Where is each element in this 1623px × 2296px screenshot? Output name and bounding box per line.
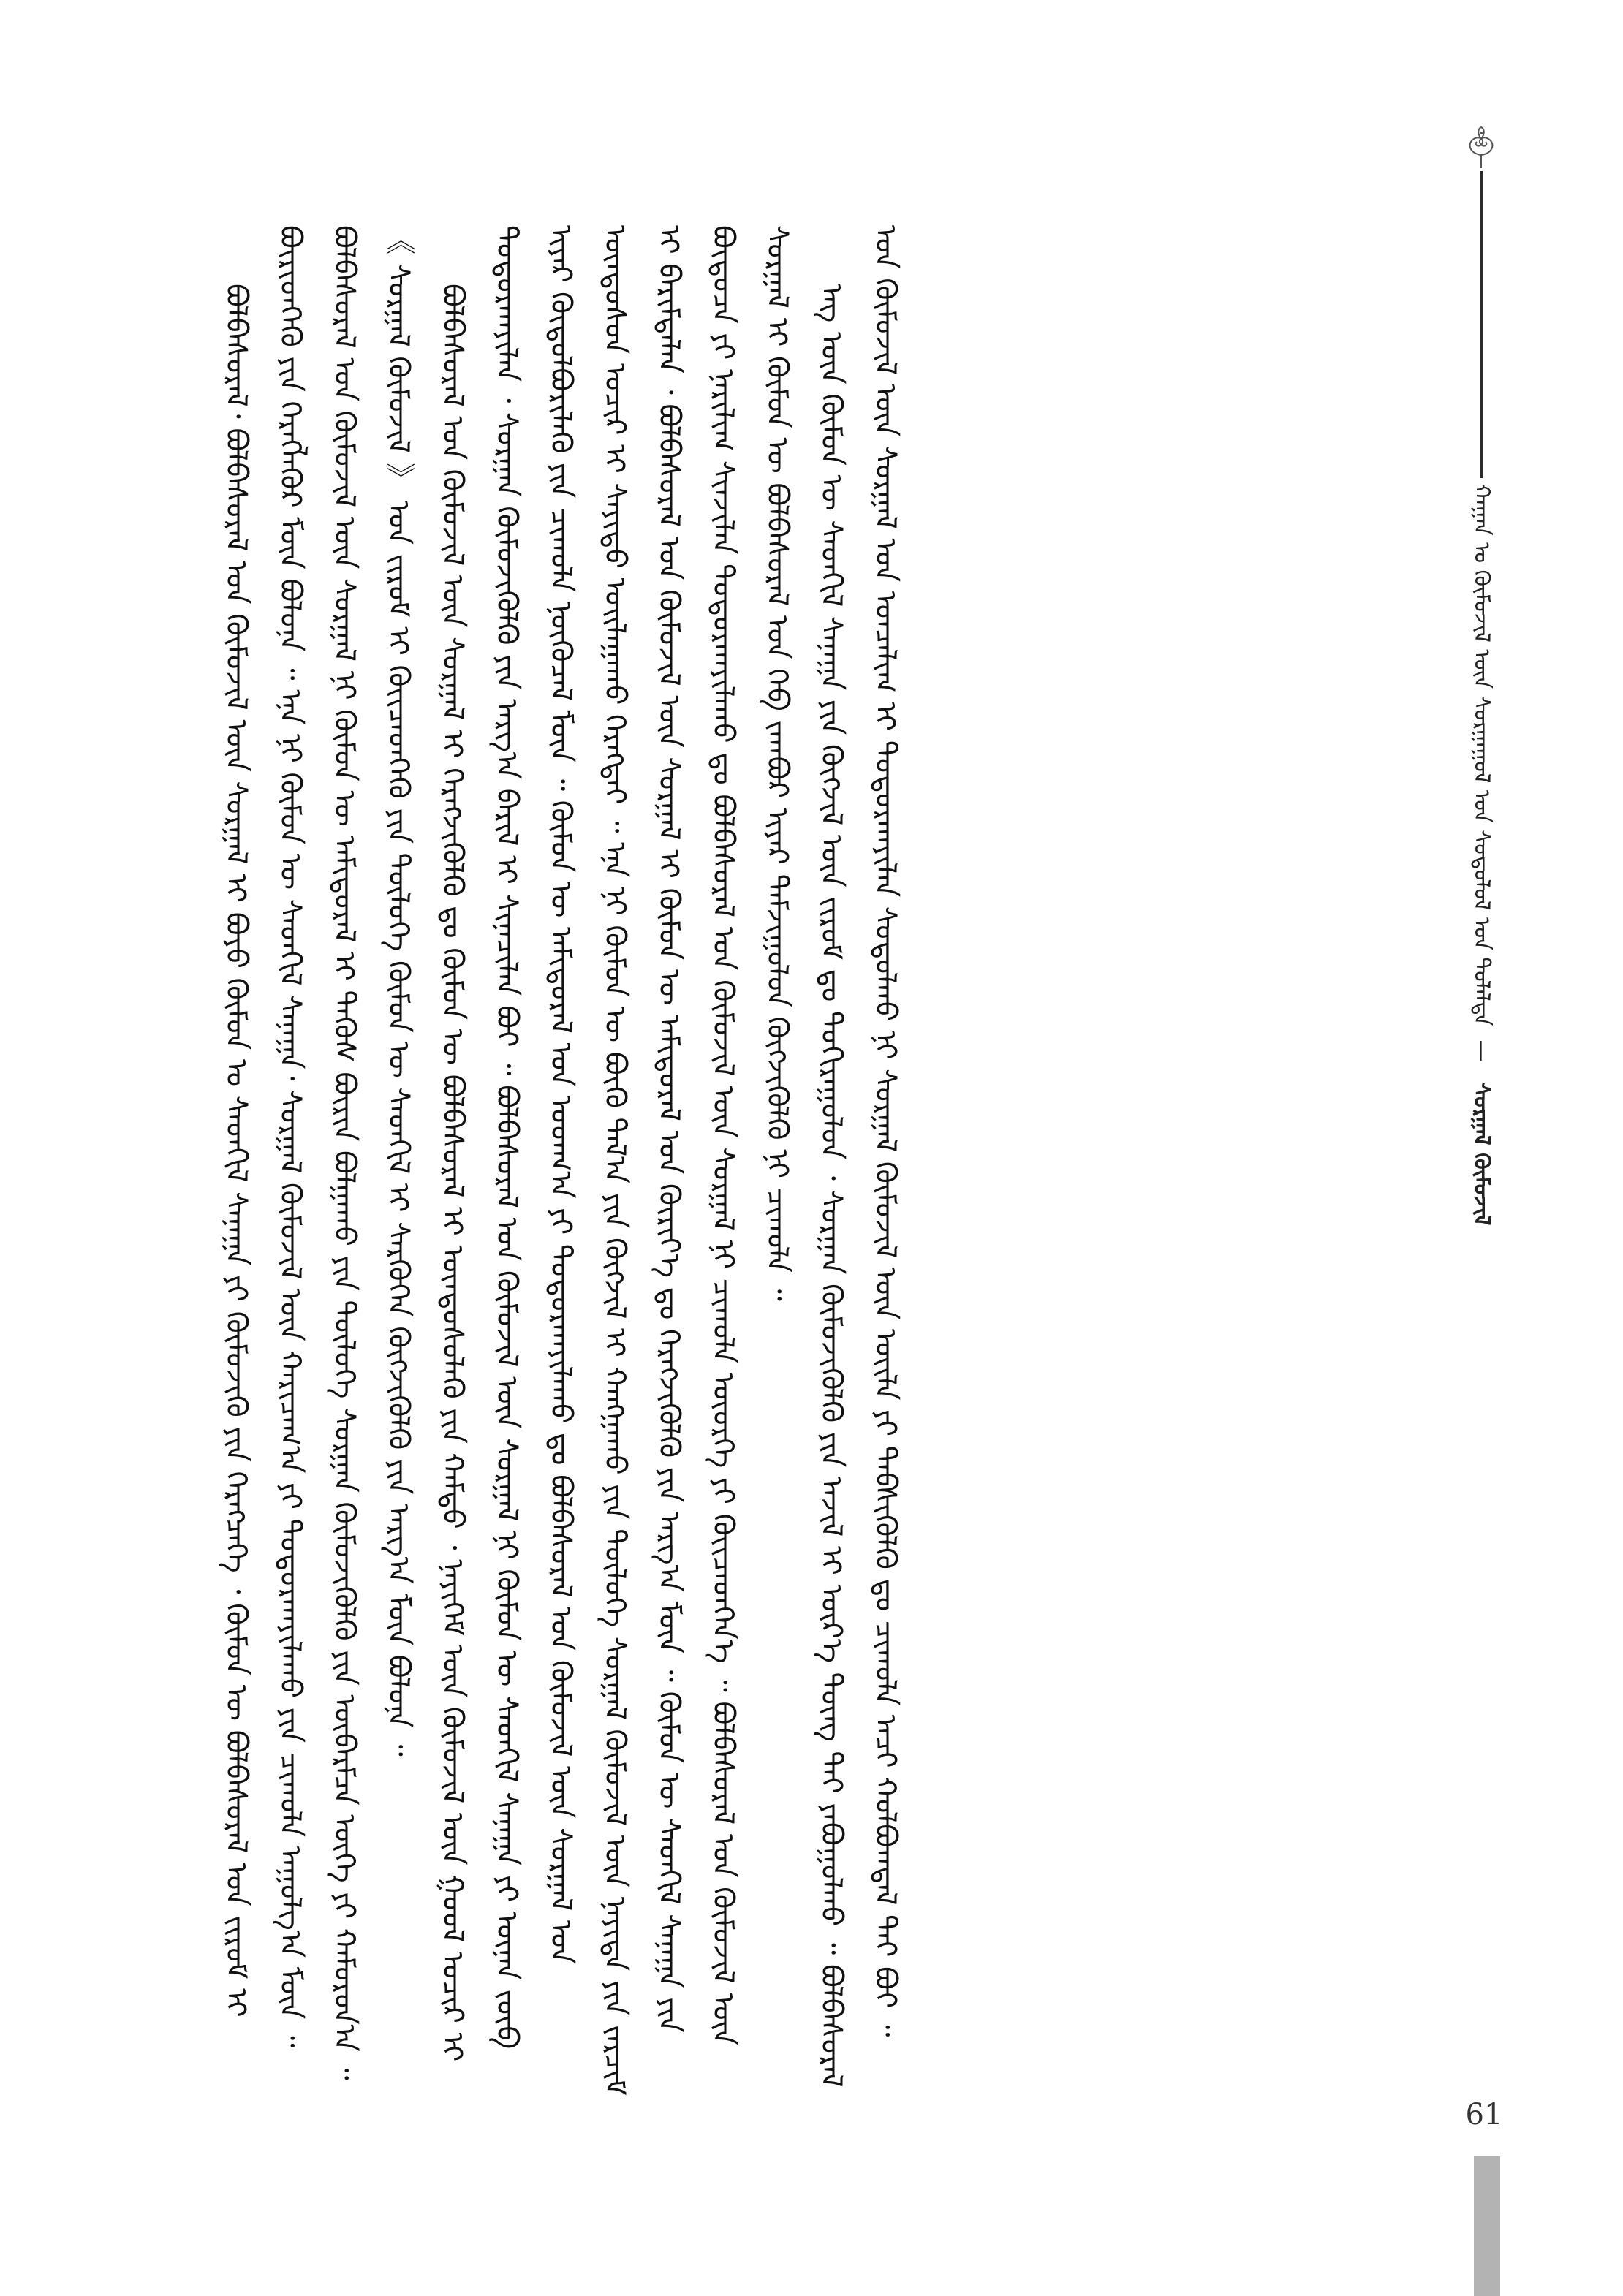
- header-rule: [1480, 171, 1483, 478]
- scroll-ornament-icon: [1462, 126, 1500, 170]
- header-title-bold: ᠰᠤᠷᠭᠠᠯ ᠬᠦᠮᠦᠵᠢᠯ: [1469, 1083, 1494, 1226]
- page-number: 61: [1465, 2098, 1503, 2132]
- running-header: [1459, 126, 1503, 1354]
- side-thumb-tab: [1474, 2156, 1500, 2296]
- header-title-plain: ᠬᠠᠭᠠᠨ ᠤ ᠬᠦᠮᠦᠵᠢᠯ ᠦᠨ ᠰᠤᠷᠭᠠᠭᠤᠯ ᠤᠨ ᠰᠤᠳᠤᠯᠤᠯ ᠤᠨ ᠲᠤᠯᠠᠯᠲᠠ: [1469, 484, 1494, 1026]
- paragraph-1: ᠪᠣᠯᠪᠠᠰᠤᠷᠠᠯ᠂ ᠪᠣᠯᠪᠠᠰᠤᠷᠠᠯ ᠤᠨ ᠬᠦᠮᠦᠵᠢᠯ ᠦᠨ ᠰᠤᠷᠭᠠᠯ ᠢ ᠪᠤᠶᠤ ᠬᠦᠮᠦᠨ ᠤ ᠰᠡᠳᠬᠢᠯ ᠰᠠᠨᠠᠭᠠ ᠶᠢ ᠬᠦᠮᠦᠵᠢᠬᠦ ᠶᠢᠨ ᠬᠡᠷᠡᠭᠴᠡᠭᠡ ᠂ ᠬᠦᠮᠦᠨ ᠦ ᠪᠣᠯᠪᠠᠰᠤᠷᠠᠯ ᠤᠨ ᠵᠢᠷᠤᠮ ᠢ ᠪᠦᠷᠢᠳᠬᠡᠬᠦ ᠶᠢᠨ ᠬᠡᠷᠡᠭᠯᠡᠭᠦᠷ ᠮᠥᠨ ᠪᠣᠯᠤᠨᠠ ᠃ ᠡᠨᠡ ᠨᠢ ᠬᠦᠮᠦᠨ ᠦ ᠰᠡᠳᠬᠢᠯ ᠰᠠᠨᠠᠭᠠ᠂ ᠰᠤᠷᠭᠠᠯ ᠬᠦᠮᠦᠵᠢᠯ ᠦᠨ ᠬᠠᠷᠢᠴᠠᠭ᠎ᠠ ᠶᠢ ᠲᠣᠳᠣᠷᠬᠠᠶᠢᠯᠠᠬᠤ ᠶᠢᠨ ᠴᠢᠬᠤᠯᠠ ᠠᠭᠤᠯᠭ᠎ᠠ ᠮᠥᠨ ᠃ ᠪᠣᠯᠪᠠᠰᠤᠷᠠᠯ ᠤᠨ ᠬᠦᠮᠦᠵᠢᠯ ᠦᠨ ᠰᠤᠷᠭᠠᠯ ᠨᠢ ᠬᠦᠮᠦᠨ ᠦ ᠠᠮᠢᠳᠤᠷᠠᠯ ᠢ ᠲᠡᠭᠦᠰ ᠪᠦᠷᠢᠨ ᠪᠣᠯᠭᠠᠬᠤ ᠶᠢᠨ ᠲᠥᠯᠦᠭᠡ ᠰᠤᠷᠭᠠᠨ ᠬᠦᠮᠦᠵᠢᠭᠦᠯᠬᠦ ᠶᠢᠨ ᠥᠪᠡᠷᠮᠴᠡ ᠦᠭᠡ ᠶᠢ ᠬᠠᠮᠤᠷᠤᠨ᠎ᠠ ᠃ 《 ᠰᠤᠷᠭᠠᠯ ᠬᠦᠮᠦᠵᠢᠯ 》 ᠤᠨ ᠵᠢᠷᠤᠮ ᠢ ᠭᠦᠢᠴᠡᠳᠬᠡᠬᠦ ᠶᠢᠨ ᠲᠥᠯᠦᠭᠡ ᠬᠦᠮᠦᠨ ᠦ ᠰᠡᠳᠬᠢᠯ ᠢ ᠰᠡᠷᠭᠦᠭᠡᠨ ᠬᠥᠭᠵᠢᠭᠦᠯᠬᠦ ᠶᠢᠨ ᠠᠷᠭ᠎ᠠ ᠮᠥᠨ ᠪᠣᠯᠤᠨᠠ ᠃: [219, 225, 415, 2080]
- paragraph-2: ᠪᠣᠯᠪᠠᠰᠤᠷᠠᠯ ᠤᠨ ᠬᠦᠮᠦᠵᠢᠯ ᠦᠨ ᠰᠤᠷᠭᠠᠯ ᠢ ᠬᠡᠷᠡᠭᠵᠢᠭᠦᠯᠬᠦ ᠳᠤ ᠬᠦᠮᠦᠨ ᠦ ᠪᠣᠯᠪᠠᠰᠤᠷᠠᠯ ᠢ ᠦᠨᠳᠦᠰᠦᠯᠡᠬᠦ ᠶᠢᠨ ᠬᠠᠮᠲᠤ ᠂ ᠨᠡᠶᠢᠭᠡᠮ ᠦᠨ ᠬᠦᠮᠦᠵᠢᠯ ᠦᠨ ᠭᠣᠤᠯ ᠤᠴᠢᠷ ᠢ ᠲᠣᠳᠣᠷᠬᠠᠶᠢᠯᠠᠨ ᠂ ᠰᠤᠷᠭᠠᠨ ᠬᠦᠮᠦᠵᠢᠭᠦᠯᠬᠦ ᠶᠢᠨ ᠠᠷᠭ᠎ᠠ ᠪᠠᠷᠢᠯ ᠢ ᠰᠢᠨᠡᠴᠢᠯᠡᠨ ᠪᠤᠢ ᠃ ᠪᠣᠯᠪᠠᠰᠤᠷᠠᠯ ᠤᠨ ᠬᠦᠮᠦᠵᠢᠯ ᠦᠨ ᠰᠤᠷᠭᠠᠯ ᠨᠢ ᠬᠦᠮᠦᠨ ᠦ ᠰᠡᠳᠬᠢᠯ ᠰᠠᠨᠠᠭᠠ ᠶᠢ ᠦᠨᠡᠨ ᠵᠥᠪ ᠢᠶᠡᠷ ᠬᠥᠲᠦᠯᠪᠦᠷᠢᠯᠡᠬᠦ ᠶᠢᠨ ᠴᠢᠬᠤᠯᠠ ᠨᠥᠬᠦᠴᠡᠯ ᠮᠥᠨ ᠃ ᠬᠦᠮᠦᠨ ᠦ ᠠᠮᠢᠳᠤᠷᠠᠯ ᠤᠨ ᠤᠳᠬ᠎ᠠ ᠶᠢ ᠲᠣᠳᠣᠷᠬᠠᠶᠢᠯᠠᠬᠤ ᠳᠤ ᠪᠣᠯᠪᠠᠰᠤᠷᠠᠯ ᠤᠨ ᠬᠦᠮᠦᠵᠢᠯ ᠦᠨ ᠰᠤᠷᠭᠠᠯ ᠤᠨ ᠦᠨᠳᠦᠰᠦᠨ ᠤᠴᠢᠷ ᠢ ᠰᠠᠶᠢᠲᠤ ᠣᠢᠯᠠᠭᠠᠬᠤ ᠬᠡᠷᠡᠭᠲᠡᠢ ᠃ ᠡᠨᠡ ᠨᠢ ᠬᠦᠮᠦᠨ ᠦ ᠪᠦᠬᠦ ᠲᠠᠯ᠎ᠠ ᠶᠢᠨ ᠬᠥᠭᠵᠢᠯ ᠢ ᠬᠠᠩᠭᠠᠬᠤ ᠶᠢᠨ ᠲᠥᠯᠦᠭᠡ ᠰᠤᠷᠭᠠᠯ ᠬᠦᠮᠦᠵᠢᠯ ᠦᠨ ᠨᠡᠶᠢᠲᠡ ᠶᠢᠨ ᠵᠠᠷᠴᠢᠮ ᠢ ᠪᠠᠷᠢᠮᠲᠠᠯᠠᠨ ᠂ ᠪᠣᠯᠪᠠᠰᠤᠷᠠᠯ ᠤᠨ ᠬᠦᠮᠦᠵᠢᠯ ᠦᠨ ᠰᠤᠷᠭᠠᠯ ᠢ ᠬᠦᠮᠦᠨ ᠦ ᠠᠮᠢᠳᠤᠷᠠᠯ ᠤᠨ ᠬᠦᠷᠢᠶ᠎ᠡ ᠳᠤ ᠬᠡᠷᠡᠭᠵᠢᠭᠦᠯᠬᠦ ᠶᠢᠨ ᠠᠷᠭ᠎ᠠ ᠮᠥᠨ ᠃ ᠬᠦᠮᠦᠨ ᠦ ᠰᠡᠳᠬᠢᠯ ᠰᠠᠨᠠᠭᠠ ᠶᠢᠨ ᠪᠦᠲᠦᠴᠡ ᠶᠢ ᠨᠠᠷᠢᠯᠢᠭ ᠰᠢᠨᠵᠢᠯᠡᠨ ᠲᠣᠳᠣᠷᠬᠠᠶᠢᠯᠠᠬᠤ ᠳᠤ ᠪᠣᠯᠪᠠᠰᠤᠷᠠᠯ ᠤᠨ ᠬᠦᠮᠦᠵᠢᠯ ᠦᠨ ᠰᠤᠷᠭᠠᠯ ᠨᠢ ᠴᠢᠬᠤᠯᠠ ᠦᠦᠷᠭᠡ ᠶᠢ ᠭᠦᠢᠴᠡᠳᠭᠡᠨ᠎ᠡ ᠃ ᠪᠣᠯᠪᠠᠰᠤᠷᠠᠯ ᠤᠨ ᠬᠦᠮᠦᠵᠢᠯ ᠦᠨ ᠰᠤᠷᠭᠠᠯ ᠢ ᠬᠦᠮᠦᠨ ᠦ ᠪᠣᠯᠪᠠᠰᠤᠷᠠᠯ ᠤᠨ ᠬᠡᠪ ᠵᠠᠭᠪᠤᠷ ᠢᠶᠠᠷ ᠳᠠᠮᠵᠢᠭᠤᠯᠤᠨ ᠬᠥᠭᠵᠢᠭᠦᠯᠬᠦ ᠨᠢ ᠴᠢᠬᠤᠯᠠ ᠃: [436, 225, 794, 2096]
- body-text: [209, 225, 1423, 2096]
- paragraph-3: ᠡᠩ ᠦᠨ ᠬᠦᠮᠦᠨ ᠦ ᠰᠡᠳᠬᠢᠯ ᠰᠠᠨᠠᠭᠠ ᠶᠢᠨ ᠬᠥᠭᠵᠢᠯ ᠦᠨ ᠵᠢᠷᠤᠮ ᠳᠤ ᠲᠣᠬᠢᠷᠠᠭᠤᠯᠤᠨ ᠂ ᠰᠤᠷᠭᠠᠨ ᠬᠦᠮᠦᠵᠢᠭᠦᠯᠬᠦ ᠶᠢᠨ ᠠᠵᠢᠯ ᠢ ᠦᠷ᠎ᠡ ᠳᠦᠩ ᠲᠡᠢ ᠶᠠᠪᠤᠭᠤᠯᠬᠤ ᠃ ᠪᠣᠯᠪᠠᠰᠤᠷᠠᠯ ᠤᠨ ᠬᠦᠮᠦᠵᠢᠯ ᠦᠨ ᠰᠤᠷᠭᠠᠯ ᠤᠨ ᠣᠨᠴᠠᠯᠢᠭ ᠢ ᠲᠣᠳᠣᠷᠬᠠᠶᠢᠯᠠᠨ ᠰᠤᠳᠤᠯᠬᠤ ᠨᠢ ᠰᠤᠷᠭᠠᠯ ᠬᠦᠮᠦᠵᠢᠯ ᠦᠨ ᠦᠢᠯᠡ ᠶᠢ ᠳᠡᠪᠰᠢᠭᠦᠯᠬᠦ ᠳᠤ ᠴᠢᠬᠤᠯᠠ ᠠᠴᠢ ᠬᠣᠯᠪᠣᠭᠳᠠᠯ ᠲᠠᠢ ᠪᠤᠢ ᠃: [814, 225, 902, 2088]
- running-header-title: ᠬᠠᠭᠠᠨ ᠤ ᠬᠦᠮᠦᠵᠢᠯ ᠦᠨ ᠰᠤᠷᠭᠠᠭᠤᠯ ᠤᠨ ᠰᠤᠳᠤᠯᠤᠯ ᠤᠨ ᠲᠤᠯᠠᠯᠲᠠ — ᠰᠤᠷᠭᠠᠯ ᠬᠦᠮᠦᠵᠢᠯ: [1469, 484, 1494, 1226]
